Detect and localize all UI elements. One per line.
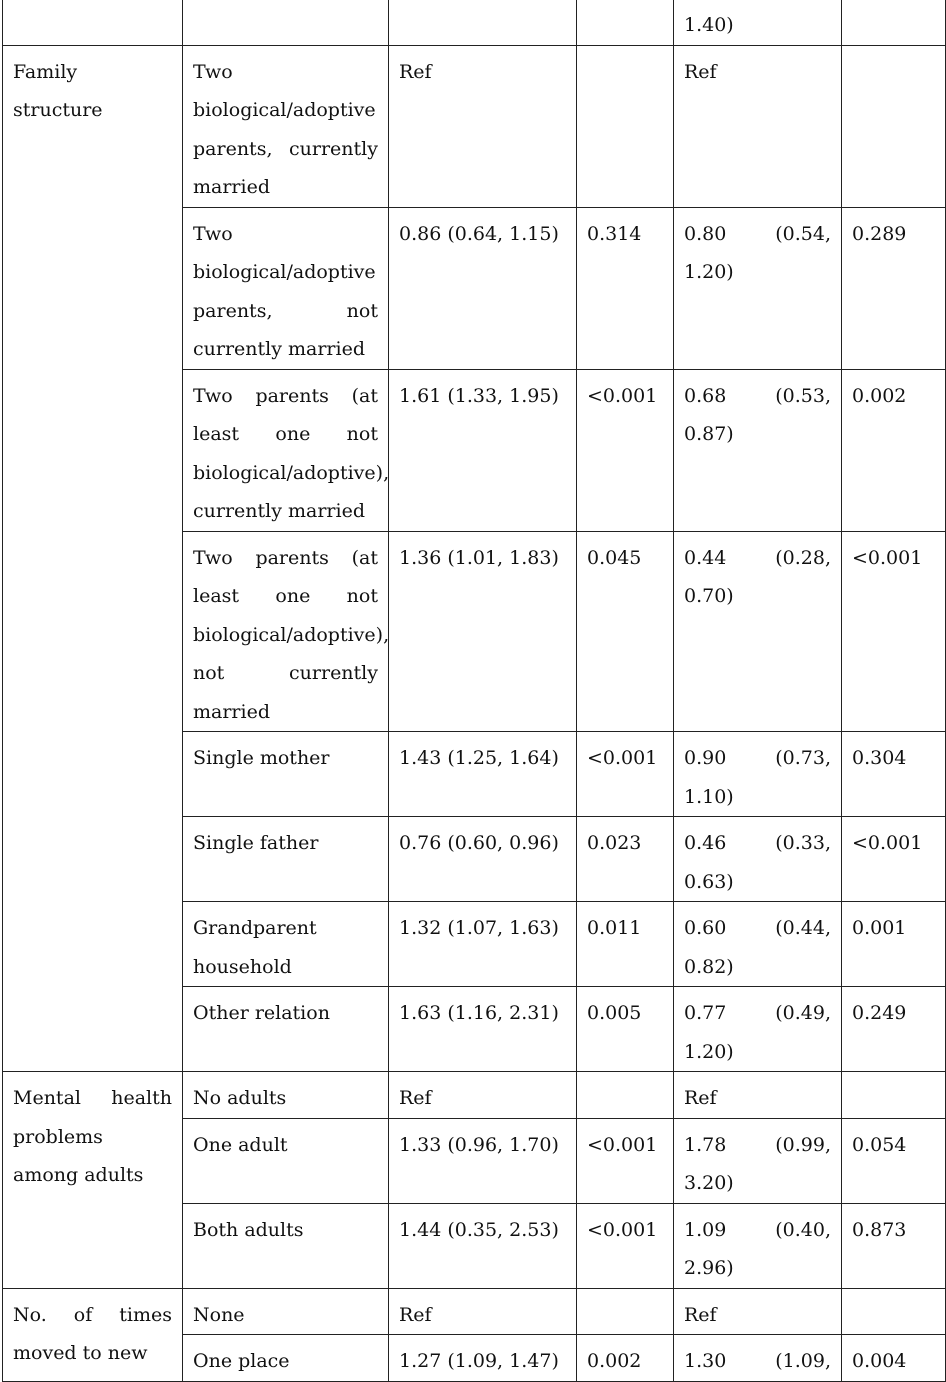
- odds-ratio-cell: 1.09 (0.40, 2.96): [674, 1203, 842, 1288]
- p-value-cell: <0.001: [842, 817, 946, 902]
- odds-ratio-cell: Ref: [389, 1288, 577, 1335]
- odds-ratio-cell: 0.68 (0.53, 0.87): [674, 369, 842, 531]
- odds-ratio-cell: 1.33 (0.96, 1.70): [389, 1118, 577, 1203]
- p-value-cell: [577, 45, 674, 207]
- table-row: [3, 45, 946, 207]
- odds-ratio-cell: Ref: [389, 45, 577, 207]
- p-value-cell: 0.001: [842, 902, 946, 987]
- row-group-label: Family structure: [3, 45, 183, 1072]
- odds-ratio-cell: 0.46 (0.33, 0.63): [674, 817, 842, 902]
- odds-ratio-cell: Ref: [674, 45, 842, 207]
- category-cell: One place: [183, 1335, 389, 1382]
- p-value-cell: 0.314: [577, 207, 674, 369]
- odds-ratio-cell: 0.44 (0.28, 0.70): [674, 531, 842, 732]
- odds-ratio-cell: 0.90 (0.73, 1.10): [674, 732, 842, 817]
- p-value-cell: 0.002: [577, 1335, 674, 1382]
- p-value-cell: [842, 1072, 946, 1119]
- p-value-cell: [577, 1072, 674, 1119]
- row-group-label: No. of times moved to new: [3, 1288, 183, 1381]
- p-value-cell: 0.054: [842, 1118, 946, 1203]
- odds-ratio-cell: 1.36 (1.01, 1.83): [389, 531, 577, 732]
- p-value-cell: 0.023: [577, 817, 674, 902]
- table-row: [3, 1072, 946, 1119]
- p-value-cell: 0.005: [577, 987, 674, 1072]
- table-cell: [842, 0, 946, 45]
- odds-ratio-cell: Ref: [674, 1072, 842, 1119]
- p-value-cell: <0.001: [577, 732, 674, 817]
- category-cell: Both adults: [183, 1203, 389, 1288]
- category-cell: Single father: [183, 817, 389, 902]
- category-cell: Two biological/adoptive parents, not currently married: [183, 207, 389, 369]
- p-value-cell: 0.011: [577, 902, 674, 987]
- p-value-cell: [842, 1288, 946, 1335]
- table-row: [3, 1288, 946, 1335]
- p-value-cell: 0.045: [577, 531, 674, 732]
- odds-ratio-cell: 1.32 (1.07, 1.63): [389, 902, 577, 987]
- category-cell: None: [183, 1288, 389, 1335]
- table-cell: [389, 0, 577, 45]
- category-cell: Two parents (at least one not biological/adoptive), currently married: [183, 369, 389, 531]
- p-value-cell: 0.289: [842, 207, 946, 369]
- p-value-cell: 0.873: [842, 1203, 946, 1288]
- odds-ratio-cell: Ref: [389, 1072, 577, 1119]
- table-row: [3, 0, 946, 45]
- p-value-cell: <0.001: [577, 1203, 674, 1288]
- p-value-cell: <0.001: [577, 1118, 674, 1203]
- category-cell: Grandparent household: [183, 902, 389, 987]
- category-cell: Two parents (at least one not biological/adoptive), not currently married: [183, 531, 389, 732]
- category-cell: No adults: [183, 1072, 389, 1119]
- odds-ratio-cell: 1.78 (0.99, 3.20): [674, 1118, 842, 1203]
- table-cell: [577, 0, 674, 45]
- category-cell: Other relation: [183, 987, 389, 1072]
- p-value-cell: 0.249: [842, 987, 946, 1072]
- p-value-cell: <0.001: [577, 369, 674, 531]
- row-group-label: Mental health problems among adults: [3, 1072, 183, 1289]
- category-cell: One adult: [183, 1118, 389, 1203]
- p-value-cell: <0.001: [842, 531, 946, 732]
- p-value-cell: 0.304: [842, 732, 946, 817]
- odds-ratio-table: [2, 0, 946, 1382]
- odds-ratio-cell: 0.86 (0.64, 1.15): [389, 207, 577, 369]
- odds-ratio-cell: 1.27 (1.09, 1.47): [389, 1335, 577, 1382]
- p-value-cell: [577, 1288, 674, 1335]
- p-value-cell: [842, 45, 946, 207]
- table-cell: [3, 0, 183, 45]
- odds-ratio-cell: 1.63 (1.16, 2.31): [389, 987, 577, 1072]
- odds-ratio-cell: Ref: [674, 1288, 842, 1335]
- odds-ratio-cell: 0.60 (0.44, 0.82): [674, 902, 842, 987]
- odds-ratio-cell: 1.30 (1.09,: [674, 1335, 842, 1382]
- odds-ratio-cell: 0.80 (0.54, 1.20): [674, 207, 842, 369]
- odds-ratio-cell: 1.44 (0.35, 2.53): [389, 1203, 577, 1288]
- category-cell: Two biological/adoptive parents, currently married: [183, 45, 389, 207]
- table-cell: 1.40): [674, 0, 842, 45]
- odds-ratio-cell: 1.61 (1.33, 1.95): [389, 369, 577, 531]
- odds-ratio-cell: 1.43 (1.25, 1.64): [389, 732, 577, 817]
- odds-ratio-cell: 0.76 (0.60, 0.96): [389, 817, 577, 902]
- table-cell: [183, 0, 389, 45]
- p-value-cell: 0.004: [842, 1335, 946, 1382]
- odds-ratio-cell: 0.77 (0.49, 1.20): [674, 987, 842, 1072]
- category-cell: Single mother: [183, 732, 389, 817]
- p-value-cell: 0.002: [842, 369, 946, 531]
